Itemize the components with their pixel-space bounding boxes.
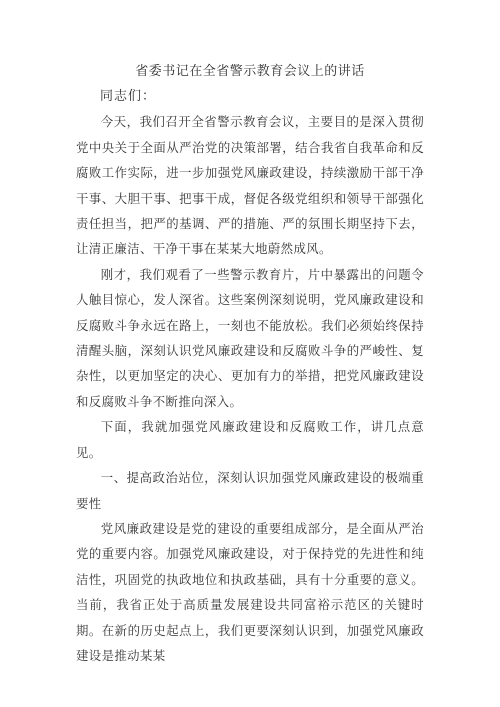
document-title: 省委书记在全省警示教育会议上的讲话 — [135, 64, 365, 79]
section-heading-one: 一、提高政治站位，深刻认识加强党风廉政建设的极端重要性 — [76, 470, 424, 511]
paragraph-warning-film: 刚才，我们观看了一些警示教育片，片中暴露出的问题令人触目惊心，发人深省。这些案例深刻说明，党风廉政建设和反腐败斗争永远在路上，一刻也不能放松。我们必须始终保持清醒头脑，深刻认识党风廉政建设和反腐败斗争的严峻性、复杂性，以更加坚定的决心、更加有力的举措，把党风廉政建设和反腐败斗争不断推向深入。 — [76, 266, 424, 409]
salutation: 同志们： — [100, 89, 157, 104]
paragraph-opening: 今天，我们召开全省警示教育会议，主要目的是深入贯彻党中央关于全面从严治党的决策部署，结合我省自我革命和反腐败工作实际，进一步加强党风廉政建设，持续激励干部干净干事、大胆干事、把事干成，督促各级党组织和领导干部强化责任担当，把严的基调、严的措施、严的氛围长期坚持下去，让清正廉洁、干净干事在某某大地蔚然成风。 — [76, 114, 424, 257]
paragraph-importance: 党风廉政建设是党的建设的重要组成部分，是全面从严治党的重要内容。加强党风廉政建设，对于保持党的先进性和纯洁性，巩固党的执政地位和执政基础，具有十分重要的意义。当前，我省正处于高质量发展建设共同富裕示范区的关键时期。在新的历史起点上，我们更要深刻认识到，加强党风廉政建设是推动某某 — [76, 520, 424, 663]
paragraph-transition: 下面，我就加强党风廉政建设和反腐败工作，讲几点意见。 — [76, 419, 424, 460]
